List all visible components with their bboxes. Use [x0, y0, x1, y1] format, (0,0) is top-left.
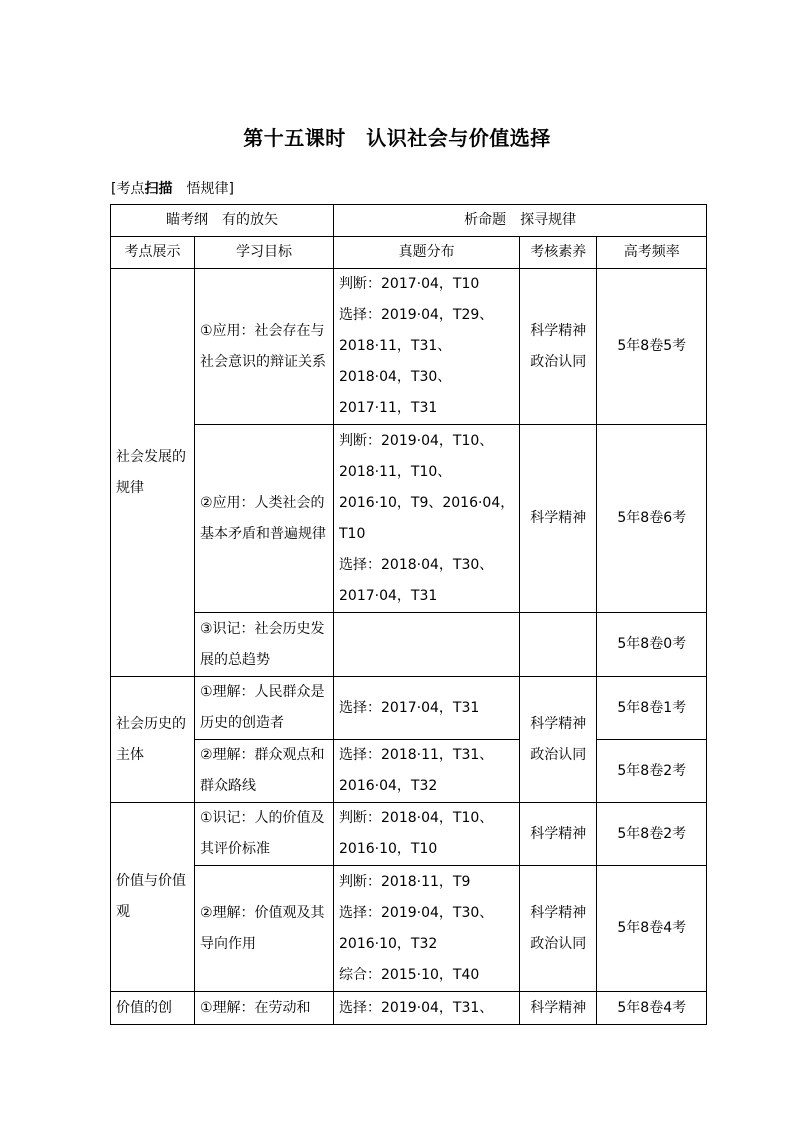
literacy-line: 科学精神 [530, 510, 587, 526]
section-suffix: 悟规律] [172, 181, 234, 197]
literacy-line: 政治认同 [530, 935, 587, 952]
frequency-cell: 5年8卷4考 [597, 866, 707, 992]
table-row [111, 740, 707, 803]
exam-line: 2018·11，T31、 [339, 338, 452, 354]
header-topic: 考点展示 [111, 237, 195, 269]
literacy-cell [520, 269, 597, 425]
section-heading [111, 178, 234, 198]
exam-line: 选择：2017·04，T31 [339, 699, 480, 716]
goal-cell: ②理解：群众观点和群众路线 [195, 740, 334, 803]
frequency-cell: 5年8卷6考 [597, 425, 707, 613]
frequency-cell: 5年8卷4考 [597, 992, 707, 1025]
exam-cell [334, 992, 520, 1025]
exam-line: T10 [339, 525, 366, 542]
table-row [111, 992, 707, 1025]
column-header-row [111, 237, 707, 269]
literacy-line: 科学精神 [530, 999, 587, 1016]
frequency-cell: 5年8卷0考 [597, 613, 707, 677]
table-row [111, 425, 707, 613]
exam-line: 2018·04，T30、 [339, 369, 452, 385]
exam-cell [334, 613, 520, 677]
exam-line: 2016·10，T9、2016·04， [339, 494, 515, 511]
exam-outline-table [110, 204, 707, 1025]
exam-line: 选择：2019·04，T31、 [339, 999, 494, 1016]
page-title: 第十五课时 认识社会与价值选择 [243, 126, 551, 150]
exam-line: 2016·10，T10 [339, 841, 438, 857]
goal-cell: ②应用：人类社会的基本矛盾和普遍规律 [195, 425, 334, 613]
literacy-line: 科学精神 [530, 322, 587, 339]
literacy-cell [520, 866, 597, 992]
literacy-line: 政治认同 [530, 746, 587, 763]
exam-line: 选择：2019·04，T30、 [339, 904, 494, 921]
exam-line: 2018·11，T10、 [339, 463, 452, 480]
exam-line: 综合：2015·10，T40 [339, 966, 480, 983]
literacy-line: 政治认同 [530, 353, 587, 370]
group-header-left: 瞄考纲 有的放矢 [111, 205, 334, 237]
table-row [111, 677, 707, 740]
exam-line: 选择：2018·04，T30、 [339, 556, 494, 573]
topic-cell: 社会发展的规律 [111, 269, 195, 677]
goal-cell: ①理解：人民群众是历史的创造者 [195, 677, 334, 740]
frequency-cell: 5年8卷2考 [597, 803, 707, 866]
header-literacy: 考核素养 [520, 237, 597, 269]
exam-line: 2016·04，T32 [339, 778, 438, 794]
literacy-cell [520, 992, 597, 1025]
literacy-cell [520, 677, 597, 803]
goal-cell: ③识记：社会历史发展的总趋势 [195, 613, 334, 677]
header-exams: 真题分布 [334, 237, 520, 269]
exam-line: 2017·11，T31 [339, 400, 438, 416]
goal-cell: ①应用：社会存在与社会意识的辩证关系 [195, 269, 334, 425]
exam-line: 选择：2018·11，T31、 [339, 747, 494, 763]
frequency-cell: 5年8卷5考 [597, 269, 707, 425]
frequency-cell: 5年8卷2考 [597, 740, 707, 803]
goal-cell: ②理解：价值观及其导向作用 [195, 866, 334, 992]
exam-line: 判断：2018·04，T10、 [339, 810, 494, 826]
header-goal: 学习目标 [195, 237, 334, 269]
table-row [111, 866, 707, 992]
goal-cell: ①理解：在劳动和 [195, 992, 334, 1025]
literacy-line: 科学精神 [530, 904, 587, 921]
literacy-cell [520, 425, 597, 613]
exam-line: 判断：2018·11，T9 [339, 873, 471, 890]
exam-cell [334, 740, 520, 803]
topic-cell: 社会历史的主体 [111, 677, 195, 803]
table-row [111, 613, 707, 677]
table-row [111, 269, 707, 425]
exam-line: 选择：2019·04，T29、 [339, 307, 494, 323]
literacy-line: 科学精神 [530, 825, 587, 842]
goal-cell: ①识记：人的价值及其评价标准 [195, 803, 334, 866]
exam-line: 2017·04，T31 [339, 587, 438, 604]
table-row [111, 803, 707, 866]
exam-cell [334, 866, 520, 992]
topic-cell: 价值的创 [111, 992, 195, 1025]
section-prefix: [考点 [111, 181, 145, 197]
exam-line: 判断：2019·04，T10、 [339, 432, 494, 449]
header-frequency: 高考频率 [597, 237, 707, 269]
exam-line: 2016·10，T32 [339, 935, 438, 952]
topic-cell: 价值与价值观 [111, 803, 195, 992]
exam-cell [334, 803, 520, 866]
exam-cell [334, 269, 520, 425]
literacy-cell [520, 803, 597, 866]
group-header-row [111, 205, 707, 237]
exam-cell [334, 677, 520, 740]
literacy-line: 科学精神 [530, 715, 587, 732]
section-bold: 扫描 [144, 181, 173, 197]
frequency-cell: 5年8卷1考 [597, 677, 707, 740]
group-header-right: 析命题 探寻规律 [334, 205, 707, 237]
exam-cell [334, 425, 520, 613]
literacy-cell [520, 613, 597, 677]
exam-line: 判断：2017·04，T10 [339, 276, 480, 292]
